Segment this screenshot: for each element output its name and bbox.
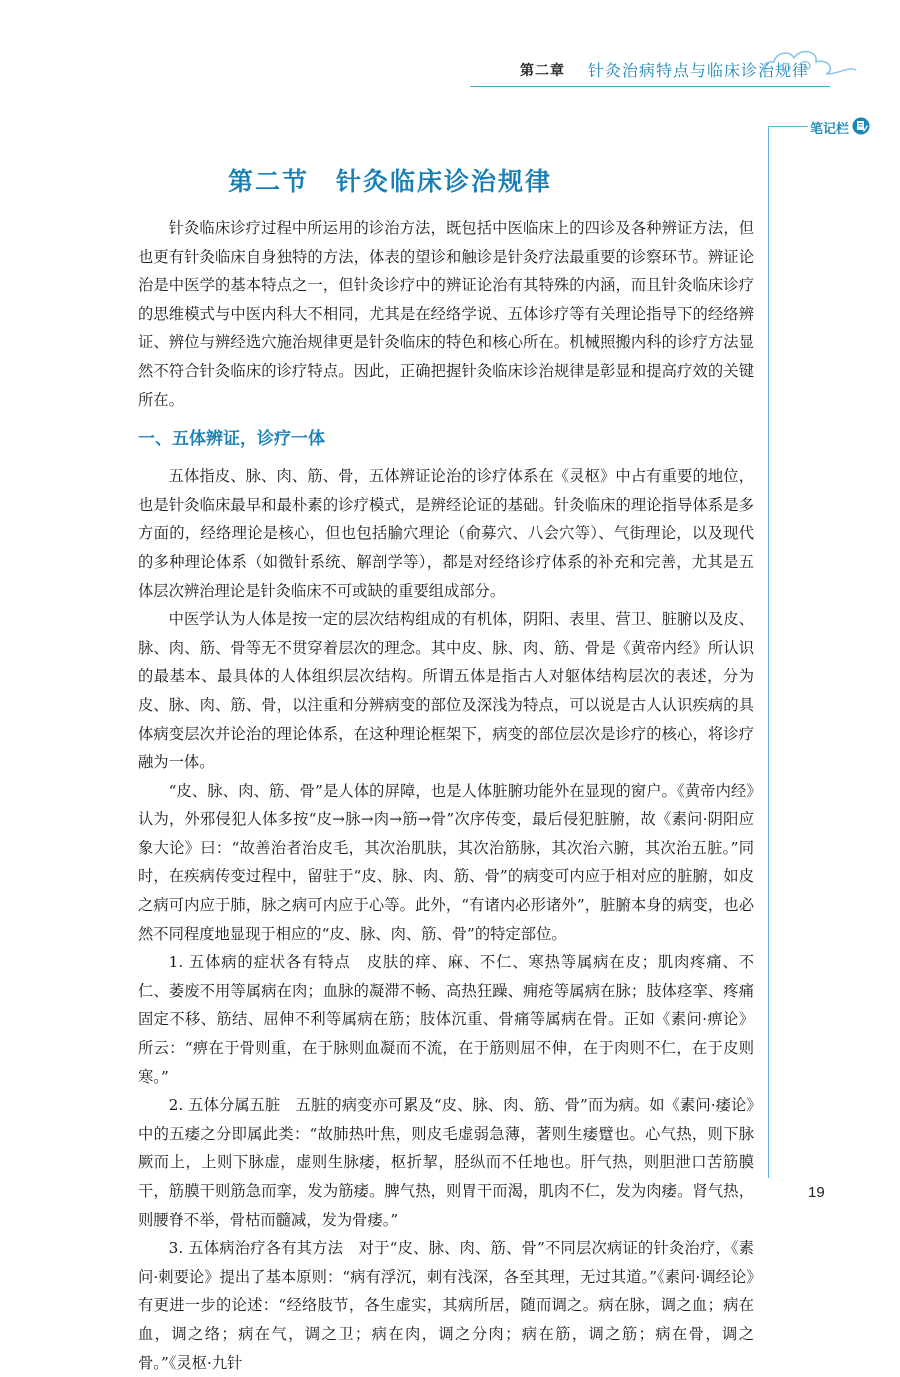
notes-top-rule [768, 126, 808, 127]
subsection-title: 一、五体辨证，诊疗一体 [138, 429, 325, 450]
header-title: 针灸治病特点与临床诊治规律 [588, 61, 810, 80]
notes-vertical-rule [768, 126, 769, 1178]
paragraph: 五体指皮、脉、肉、筋、骨，五体辨证论治的诊疗体系在《灵枢》中占有重要的地位，也是针灸临床最早和最朴素的诊疗模式，是辨经论证的基础。针灸临床的理论指导体系是多方面的，经络理论是核心，但也包括腧穴理论（俞募穴、八会穴等）、气街理论，以及现代的多种理论体系（如微针系统、解剖学等），都是对经络诊疗体系的补充和完善，尤其是五体层次辨治理论是针灸临床不可或缺的重要组成部分。 [138, 467, 754, 600]
paragraph: “皮、脉、肉、筋、骨”是人体的屏障，也是人体脏腑功能外在显现的窗户。《黄帝内经》认为，外邪侵犯人体多按“皮→脉→肉→筋→骨”次序传变，最后侵犯脏腑，故《素问·阴阳应象大论》曰：“故善治者治皮毛，其次治肌肤，其次治筋脉，其次治六腑，其次治五脏。”同时，在疾病传变过程中，留驻于“皮、脉、肉、筋、骨”的病变可内应于相对应的脏腑，如皮之病可内应于肺，脉之病可内应于心等。此外，“有诸内必形诸外”，脏腑本身的病变，也必然不同程度地显现于相应的“皮、脉、肉、筋、骨”的特定部位。 [138, 781, 754, 943]
cloud-ornament-icon [756, 40, 866, 90]
paragraph: 3. 五体病治疗各有其方法 对于“皮、脉、肉、筋、骨”不同层次病证的针灸治疗，《素问·刺要论》提出了基本原则：“病有浮沉，刺有浅深，各至其理，无过其道。”《素问·调经论》有更进一步的论述：“经络肢节，各生虚实，其病所居，随而调之。病在脉，调之血；病在血，调之络；病在气，调之卫；病在肉，调之分肉；病在筋，调之筋；病在骨，调之骨。”《灵枢·九针 [138, 1239, 754, 1372]
paragraph: 中医学认为人体是按一定的层次结构组成的有机体，阴阳、表里、营卫、脏腑以及皮、脉、肉、筋、骨等无不贯穿着层次的理念。其中皮、脉、肉、筋、骨是《黄帝内经》所认识的最基本、最具体的人体组织层次结构。所谓五体是指古人对躯体结构层次的表述，分为皮、脉、肉、筋、骨，以注重和分辨病变的部位及深浅为特点，可以说是古人认识疾病的具体病变层次并论治的理论体系，在这种理论框架下，病变的部位层次是诊疗的核心，将诊疗融为一体。 [138, 610, 754, 772]
paragraph: 2. 五体分属五脏 五脏的病变亦可累及“皮、脉、肉、筋、骨”而为病。如《素问·痿论》中的五痿之分即属此类：“故肺热叶焦，则皮毛虚弱急薄，著则生痿躄也。心气热，则下脉厥而上，上则下脉虚，虚则生脉痿，枢折挈，胫纵而不任地也。肝气热，则胆泄口苦筋膜干，筋膜干则筋急而挛，发为筋痿。脾气热，则胃干而渴，肌肉不仁，发为肉痿。肾气热，则腰脊不举，骨枯而髓减，发为骨痿。” [138, 1096, 754, 1229]
notes-label: 笔记栏 [808, 118, 851, 137]
paragraph: 1. 五体病的症状各有特点 皮肤的痒、麻、不仁、寒热等属病在皮；肌肉疼痛、不仁、萎废不用等属病在肉；血脉的凝滞不畅、高热狂躁、痈疮等属病在脉；肢体痉挛、疼痛固定不移、筋结、屈伸不利等属病在筋；肢体沉重、骨痛等属病在骨。正如《素问·痹论》所云：“痹在于骨则重，在于脉则血凝而不流，在于筋则屈不伸，在于肉则不仁，在于皮则寒。” [138, 953, 754, 1086]
notes-pencil-icon [852, 117, 870, 135]
notes-column [768, 118, 900, 1178]
header-chapter: 第二章 [520, 63, 565, 79]
intro-paragraph: 针灸临床诊疗过程中所运用的诊治方法，既包括中医临床上的四诊及各种辨证方法，但也更有针灸临床自身独特的方法，体表的望诊和触诊是针灸疗法最重要的诊察环节。辨证论治是中医学的基本特点之一，但针灸诊疗中的辨证论治有其特殊的内涵，而且针灸临床诊疗的思维模式与中医内科大不相同，尤其是在经络学说、五体诊疗等有关理论指导下的经络辨证、辨位与辨经选穴施治规律更是针灸临床的特色和核心所在。机械照搬内科的诊疗方法显然不符合针灸临床的诊疗特点。因此，正确把握针灸临床诊治规律是彰显和提高疗效的关键所在。 [138, 219, 754, 409]
section-title: 第二节 针灸临床诊治规律 [227, 167, 552, 196]
page-number: 19 [808, 1184, 825, 1201]
body-text [138, 214, 754, 1377]
